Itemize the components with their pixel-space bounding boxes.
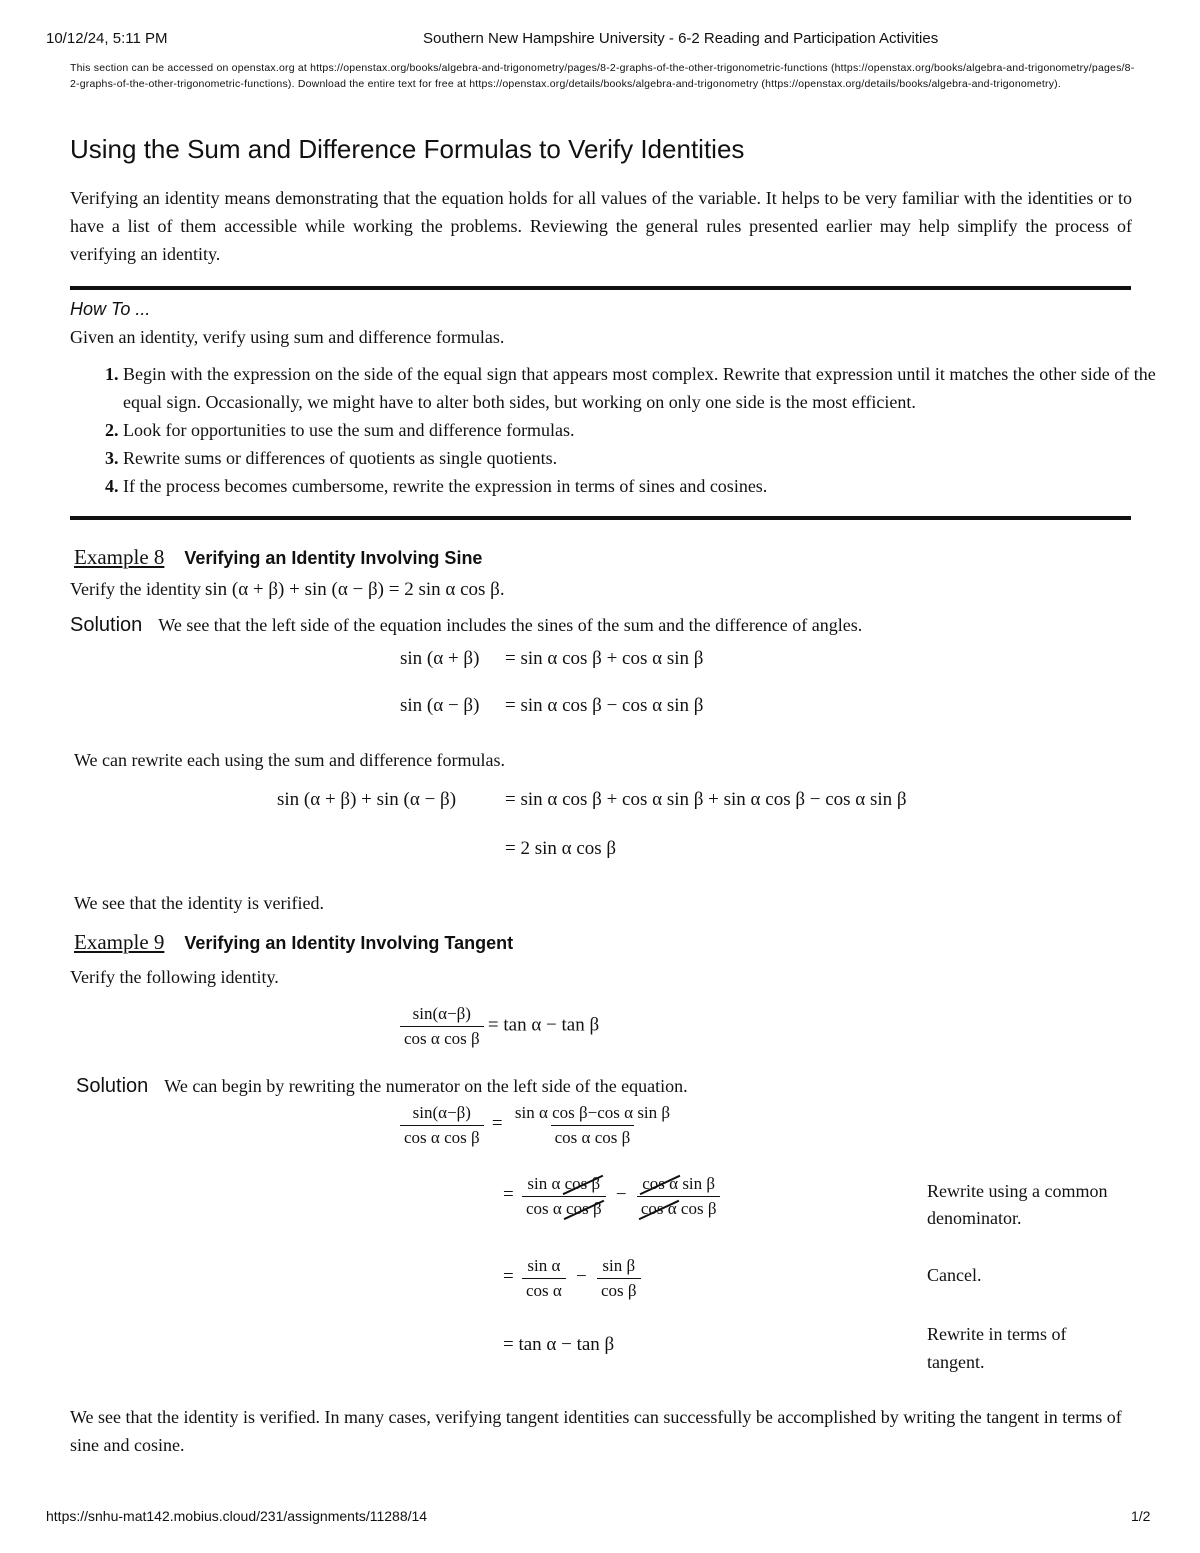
example8-solution-label: Solution bbox=[70, 614, 143, 636]
step2-second-denominator-cancelled: cos α bbox=[640, 1199, 677, 1218]
example8-eq3-lhs: sin (α + β) + sin (α − β) bbox=[277, 789, 457, 810]
intro-paragraph: Verifying an identity means demonstrating that the equation holds for all values of the variable. It helps to be very familiar with the identities or to have a list of them accessible while working the problems. Reviewing the general rules presented earlier may help simplify the process of verifying an identity. bbox=[70, 188, 1132, 264]
step1-equals: = bbox=[491, 1113, 503, 1135]
step2-second-numerator-keep: sin β bbox=[682, 1174, 716, 1193]
step2-second-fraction bbox=[637, 1174, 721, 1219]
example9-label: Example 9 bbox=[74, 930, 165, 954]
step2-first-denominator bbox=[522, 1196, 606, 1219]
step1-left-fraction bbox=[400, 1103, 484, 1148]
example9-title: Verifying an Identity Involving Tangent bbox=[184, 933, 514, 953]
step3-note: Cancel. bbox=[927, 1265, 982, 1285]
example9-conclusion: We see that the identity is verified. In many cases, verifying tangent identities can successfully be accomplished by writing the tangent in terms of sine and cosine. bbox=[70, 1407, 1122, 1455]
example8-eq2-rhs: = sin α cos β − cos α sin β bbox=[505, 695, 704, 716]
step3-first-denominator: cos α bbox=[522, 1278, 566, 1301]
example8-heading bbox=[74, 545, 482, 570]
identity-fraction bbox=[400, 1004, 484, 1049]
identity-rhs: = tan α − tan β bbox=[487, 1014, 600, 1036]
howto-step: 3. Rewrite sums or differences of quotients as single quotients. bbox=[123, 444, 1183, 472]
example9-solution-text: We can begin by rewriting the numerator on the left side of the equation. bbox=[164, 1076, 688, 1096]
step1-left-denominator: cos α cos β bbox=[400, 1125, 484, 1148]
example8-label: Example 8 bbox=[74, 545, 165, 569]
step3-second-denominator: cos β bbox=[597, 1278, 641, 1301]
source-note: This section can be accessed on openstax.org at https://openstax.org/books/algebra-and-trigonometry/pages/8-2-graphs-of-the-other-trigonometric-functions (https://openstax.org/books/algebra-and-trigonometry/pages/8-2-graphs-of-the-other-trigonometric-functions). Download the entire text for free at https://openstax.org/details/books/algebra-and-trigonometry (https://openstax.org/details/books/algebra-and-trigonometry). bbox=[70, 62, 1135, 90]
example9-solution bbox=[76, 1075, 688, 1098]
step2-first-numerator-cancelled: cos β bbox=[564, 1174, 601, 1193]
step2-second-denominator bbox=[637, 1196, 721, 1219]
example9-step2 bbox=[503, 1174, 720, 1219]
step2-second-denominator-keep: cos β bbox=[680, 1199, 717, 1218]
example8-conclusion: We see that the identity is verified. bbox=[74, 893, 324, 913]
example8-eq3-rhs: = sin α cos β + cos α sin β + sin α cos β − cos α sin β bbox=[505, 789, 907, 810]
footer-page-number: 1/2 bbox=[1131, 1508, 1151, 1524]
example8-title: Verifying an Identity Involving Sine bbox=[184, 548, 483, 568]
howto-subtitle: Given an identity, verify using sum and difference formulas. bbox=[70, 327, 505, 347]
step2-equals: = bbox=[503, 1184, 514, 1206]
identity-denominator: cos α cos β bbox=[400, 1026, 484, 1049]
step3-second-numerator: sin β bbox=[602, 1256, 636, 1275]
section-title: Using the Sum and Difference Formulas to Verify Identities bbox=[70, 134, 745, 164]
example8-rewrite-text: We can rewrite each using the sum and difference formulas. bbox=[74, 750, 506, 770]
step2-first-numerator-keep: sin α bbox=[527, 1174, 561, 1193]
step4-note: Rewrite in terms of tangent. bbox=[927, 1324, 1067, 1372]
example9-step1 bbox=[400, 1103, 674, 1148]
footer-url[interactable]: https://snhu-mat142.mobius.cloud/231/assignments/11288/14 bbox=[46, 1508, 428, 1524]
step2-minus: − bbox=[615, 1184, 627, 1206]
howto-title: How To ... bbox=[70, 299, 151, 319]
step1-right-fraction bbox=[511, 1103, 674, 1148]
example9-prompt: Verify the following identity. bbox=[70, 967, 279, 987]
step2-first-denominator-cancelled: cos β bbox=[566, 1199, 602, 1218]
example8-prompt-text: Verify the identity bbox=[70, 579, 201, 599]
step2-note: Rewrite using a common denominator. bbox=[927, 1181, 1108, 1228]
example9-step3 bbox=[503, 1256, 641, 1301]
example8-eq4-rhs: = 2 sin α cos β bbox=[505, 838, 617, 859]
howto-bottom-rule bbox=[70, 516, 1131, 520]
identity-numerator: sin(α−β) bbox=[412, 1004, 471, 1023]
step3-equals: = bbox=[503, 1266, 514, 1288]
example8-eq2-lhs: sin (α − β) bbox=[400, 695, 480, 716]
example8-eq1-rhs: = sin α cos β + cos α sin β bbox=[505, 648, 704, 669]
howto-step: 2. Look for opportunities to use the sum and difference formulas. bbox=[123, 416, 1183, 444]
step1-right-denominator: cos α cos β bbox=[551, 1125, 635, 1148]
step2-first-fraction bbox=[522, 1174, 606, 1219]
howto-steps bbox=[70, 360, 1183, 500]
example8-solution-text: We see that the left side of the equation includes the sines of the sum and the difference of angles. bbox=[158, 615, 863, 635]
step3-second-fraction bbox=[597, 1256, 641, 1301]
example9-heading bbox=[74, 930, 513, 955]
print-datetime: 10/12/24, 5:11 PM bbox=[46, 30, 168, 47]
example8-solution bbox=[70, 614, 862, 637]
example9-identity bbox=[400, 1004, 599, 1049]
howto-step: 4. If the process becomes cumbersome, rewrite the expression in terms of sines and cosines. bbox=[123, 472, 1183, 500]
step1-right-numerator: sin α cos β−cos α sin β bbox=[514, 1103, 671, 1122]
example8-prompt bbox=[70, 579, 505, 601]
step2-second-numerator bbox=[638, 1174, 719, 1196]
step3-minus: − bbox=[576, 1266, 587, 1288]
step3-first-fraction bbox=[522, 1256, 566, 1301]
print-page-title: Southern New Hampshire University - 6-2 Reading and Participation Activities bbox=[423, 30, 939, 47]
step1-left-numerator: sin(α−β) bbox=[412, 1103, 471, 1122]
howto-step: 1. Begin with the expression on the side of the equal sign that appears most complex. Rewrite that expression until it matches the other side of the equal sign. Occasionally, we might have to alter both sides, but working on only one side is the most efficient. bbox=[123, 360, 1183, 416]
example8-eq1-lhs: sin (α + β) bbox=[400, 648, 480, 669]
howto-top-rule bbox=[70, 286, 1131, 290]
example8-prompt-math: sin (α + β) + sin (α − β) = 2 sin α cos β. bbox=[204, 579, 505, 600]
step4-rhs: = tan α − tan β bbox=[503, 1334, 615, 1355]
example9-solution-label: Solution bbox=[76, 1075, 149, 1097]
step2-second-numerator-cancelled: cos α bbox=[642, 1174, 679, 1193]
step2-first-denominator-keep: cos α bbox=[525, 1199, 562, 1218]
step3-first-numerator: sin α bbox=[527, 1256, 561, 1275]
step2-first-numerator bbox=[523, 1174, 604, 1196]
